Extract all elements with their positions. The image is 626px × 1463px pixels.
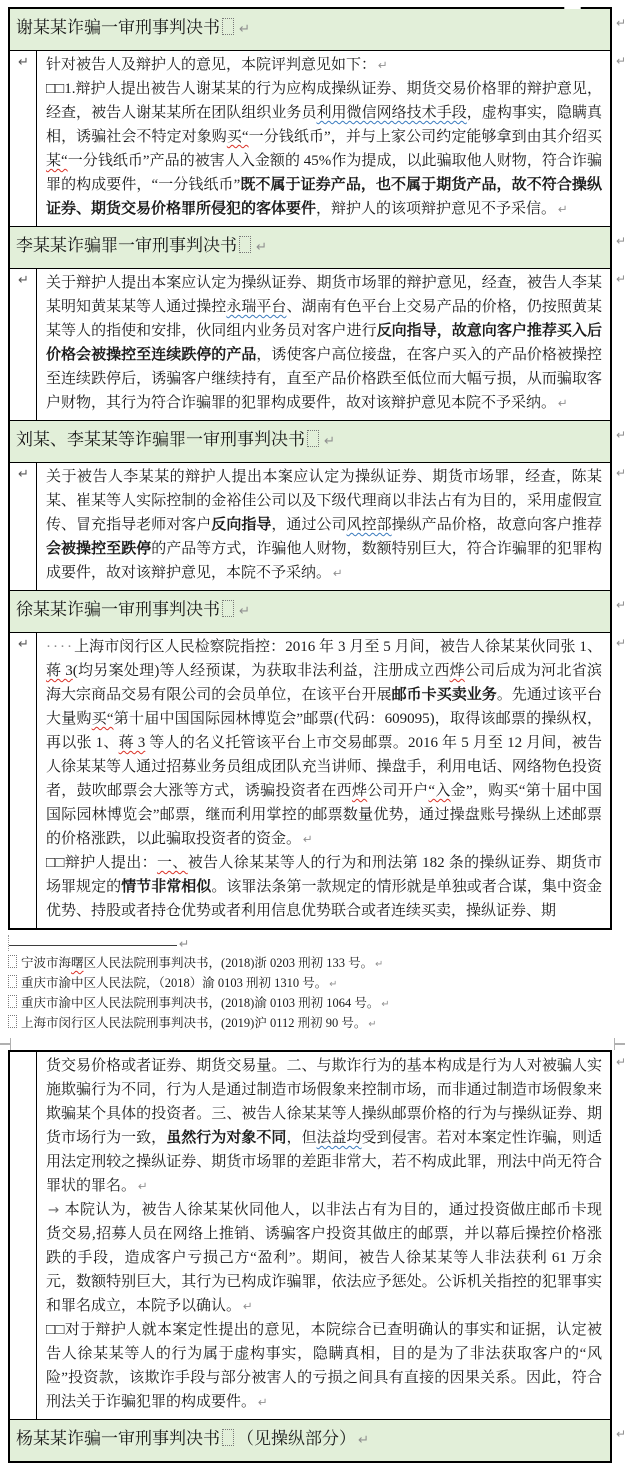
pilcrow-mark: ↵ [375,959,384,970]
pilcrow-mark: ↵ [18,467,29,482]
case-text [37,51,610,226]
footnote-ref-box [8,1015,17,1028]
case-title: 杨某某诈骗一审刑事判决书 （见操纵部分） ↵ [16,1429,370,1448]
pilcrow-mark: ↵ [179,936,190,951]
row-end-mark: ↵ [615,428,626,442]
paragraph: → 本院认为，被告人徐某某伙同他人，以非法占有为目的，通过投资做庄邮币卡现货交易,招募人员在网络上推销、诱骗客户投资其做庄的邮票，并以幕后操控价格涨跌的手段，造成客户亏损己方“盈利”。期间，被告人徐某某等人非法获利 61 万余元，数额特别巨大，其行为已构成诈骗罪，依法应予惩处。公诉机关指控的犯罪事实和罪名成立，本院予以确认。 ↵ [46,1202,602,1314]
pilcrow-mark: ↵ [329,979,338,990]
footnote-4: 上海市闵行区人民法院刑事判决书，(2019)沪 0112 刑初 90 号。 ↵ [8,1014,613,1034]
footnote-ref-box [239,236,251,253]
case-header-xu [10,590,626,632]
case-body-liu [10,462,626,590]
footnote-ref-box [222,600,234,617]
pilcrow-mark: ↵ [243,1299,253,1313]
paragraph: ····上海市闵行区人民检察院指控：2016 年 3 月至 5 月间，被告人徐某某伙同张 1、蒋 3(均另案处理)等人经预谋，为获取非法利益，注册成立西烨公司后成为河北省滨海大宗商品交易有限公司的会员单位，在该平台开展邮币卡买卖业务。先通过该平台大量购买“第十届中国国际园林博览会”邮票(代码：609095)，取得该邮票的操纵权，再以张 1、蒋 3 等人的名义托管该平台上市交易邮票。2016 年 5 月至 12 月间，被告人徐某某等人通过招募业务员组成团队充当讲师、操盘手，利用电话、网络物色投资者，鼓吹邮票会大涨等方式，诱骗投资者在西烨公司开户“入金”，购买“第十届中国国际园林博览会”邮票，继而利用掌控的邮票数量优势，通过操盘账号操纵上述邮票的价格涨跌，以此骗取投资者的资金。 ↵ [46,639,602,847]
footnote-ref-box [8,975,17,988]
case-text [37,463,610,590]
pilcrow-mark: ↵ [239,604,251,619]
paragraph: 关于被告人李某某的辩护人提出本案应认定为操纵证券、期货市场罪，经查，陈某某、崔某等人实际控制的金裕佳公司以及下级代理商以非法占有为目的，采用虚假宣传、冒充指导老师对客户反向指导，通过公司风控部操纵产品价格，故意向客户推荐会被操控至跌停的产品等方式，诈骗他人财物，数额特别巨大，符合诈骗罪的犯罪构成要件，故对该辩护意见，本院不予采纳。 ↵ [46,469,602,581]
paragraph-mark-cell [10,51,37,226]
case-title: 刘某、李某某等诈骗罪一审刑事判决书 ↵ [16,430,336,449]
row-end-mark: ↵ [615,54,626,68]
footnote-ref-box [307,430,319,447]
tab-arrow-mark: → [48,1202,60,1218]
pilcrow-mark: ↵ [303,832,313,846]
footnotes-area [8,935,613,1034]
pilcrow-mark: ↵ [18,273,29,288]
case-header-li [10,226,626,268]
pilcrow-mark: ↵ [258,1395,268,1409]
case-title: 徐某某诈骗一审刑事判决书 ↵ [16,600,251,619]
page2-top-right-corner [614,1044,625,1050]
case-body-xu [10,632,626,928]
judgment-table-page1 [8,7,626,930]
case-title: 李某某诈骗罪一审刑事判决书 ↵ [16,236,268,255]
pilcrow-mark: ↵ [558,202,568,216]
case-body-xie [10,50,626,226]
row-end-mark: ↵ [615,598,626,612]
paragraph: □□1.辩护人提出被告人谢某某的行为应构成操纵证券、期货交易价格罪的辩护意见，经查，被告人谢某某所在团队组织业务员利用微信网络技术手段，虚构事实，隐瞒真相，诱骗社会不特定对象购买“一分钱纸币”，并与上家公司约定能够拿到由其介绍买某“一分钱纸币”产品的被害人入金额的 45%作为提成，以此骗取他人财物，符合诈骗罪的构成要件，“一分钱纸币”既不属于证券产品，也不属于期货产品，故不符合操纵证券、期货交易价格罪所侵犯的客体要件，辩护人的该项辩护意见不予采信。 ↵ [46,81,602,217]
footnote-ref-box [8,955,17,968]
page2-top-left-corner [0,1044,11,1050]
row-end-mark: ↵ [615,234,626,248]
judgment-table-page2 [8,1050,626,1463]
pilcrow-mark: ↵ [324,434,336,449]
pilcrow-mark: ↵ [239,22,251,37]
pilcrow-mark: ↵ [358,1433,370,1448]
footnote-ref-box [222,18,234,35]
footnote-1: 宁波市海曙区人民法院刑事判决书，(2018)浙 0203 刑初 133 号。 ↵ [8,954,613,974]
case-header-yang [10,1419,626,1461]
pilcrow-mark: ↵ [381,999,390,1010]
case-text [37,1052,610,1419]
paragraph: 货交易价格或者证券、期货交易量。二、与欺诈行为的基本构成是行为人对被骗人实施欺骗行为不同，行为人是通过制造市场假象来控制市场，而非通过制造市场假象来欺骗某个具体的投资者。三、被告人徐某某等人操纵邮票价格的行为与操纵证券、期货市场行为一致，虽然行为对象不同，但法益均受到侵害。若对本案定性诈骗，则适用法定刑较之操纵证券、期货市场罪的差距非常大，若不构成此罪，刑法中尚无符合罪状的罪名。 ↵ [46,1058,602,1194]
paragraph-mark-cell [10,463,37,590]
footnote-2: 重庆市渝中区人民法院，（2018）渝 0103 刑初 1310 号。 ↵ [8,974,613,994]
pilcrow-mark: ↵ [138,1179,148,1193]
pilcrow-mark: ↵ [368,1019,377,1030]
pilcrow-mark: ↵ [18,637,29,652]
footnote-ref-box [222,1429,234,1446]
paragraph: 关于辩护人提出本案应认定为操纵证券、期货市场罪的辩护意见，经查，被告人李某某明知黄某某等人通过操控永瑞平台、湖南有色平台上交易产品的价格，仍按照黄某某等人的指使和安排，伙同组内业务员对客户进行反向指导，故意向客户推荐买入后价格会被操控至连续跌停的产品，诱使客户高位接盘，在客户买入的产品价格被操控至连续跌停后，诱骗客户继续持有，直至产品价格跌至低位而大幅亏损，从而骗取客户财物，其行为符合诈骗罪的犯罪构成要件，故对该辩护意见本院不予采纳。 ↵ [46,275,602,411]
case-text [37,633,610,928]
row-end-mark: ↵ [615,1055,626,1069]
pilcrow-mark: ↵ [558,396,568,410]
pilcrow-mark: ↵ [256,240,268,255]
paragraph-mark-cell [10,633,37,928]
pilcrow-mark: ↵ [378,58,388,72]
footnote-3: 重庆市渝中区人民法院刑事判决书，(2018)渝 0103 刑初 1064 号。 ↵ [8,994,613,1014]
document-page [0,7,626,1448]
footnote-separator-line [9,945,177,946]
row-end-mark: ↵ [615,466,626,480]
paragraph: □□对于辩护人就本案定性提出的意见，本院综合已查明确认的事实和证据，认定被告人徐某某等人的行为属于虚构事实，隐瞒真相，目的是为了非法获取客户的“风险”投资款，该欺诈手段与部分被害人的亏损之间具有直接的因果关系。因此，符合刑法关于诈骗犯罪的构成要件。 ↵ [46,1322,602,1410]
case-title: 谢某某诈骗一审刑事判决书 ↵ [16,18,251,37]
page-break [0,1038,625,1050]
paragraph-mark-cell [10,1052,37,1419]
row-end-mark: ↵ [615,16,626,30]
case-body-xu-continued [10,1052,626,1419]
pilcrow-mark: ↵ [18,55,29,70]
case-header-liu [10,420,626,462]
paragraph: □□辩护人提出：一、被告人徐某某等人的行为和刑法第 182 条的操纵证券、期货市场罪规定的情节非常相似。该罪法条第一款规定的情形就是单独或者合谋，集中资金优势、持股或者持仓优势或者利用信息优势联合或者连续买卖，操纵证券、期 [46,855,602,919]
footnote-ref-box [8,995,17,1008]
row-end-mark: ↵ [615,636,626,650]
footnote-separator [8,935,613,951]
row-end-mark: ↵ [615,272,626,286]
case-body-li [10,268,626,420]
paragraph: 针对被告人及辩护人的意见，本院评判意见如下： ↵ [46,57,388,73]
case-header-xie [10,9,626,50]
paragraph-mark-cell [10,269,37,420]
row-end-mark: ↵ [615,1427,626,1441]
case-text [37,269,610,420]
pilcrow-mark: ↵ [333,566,343,580]
